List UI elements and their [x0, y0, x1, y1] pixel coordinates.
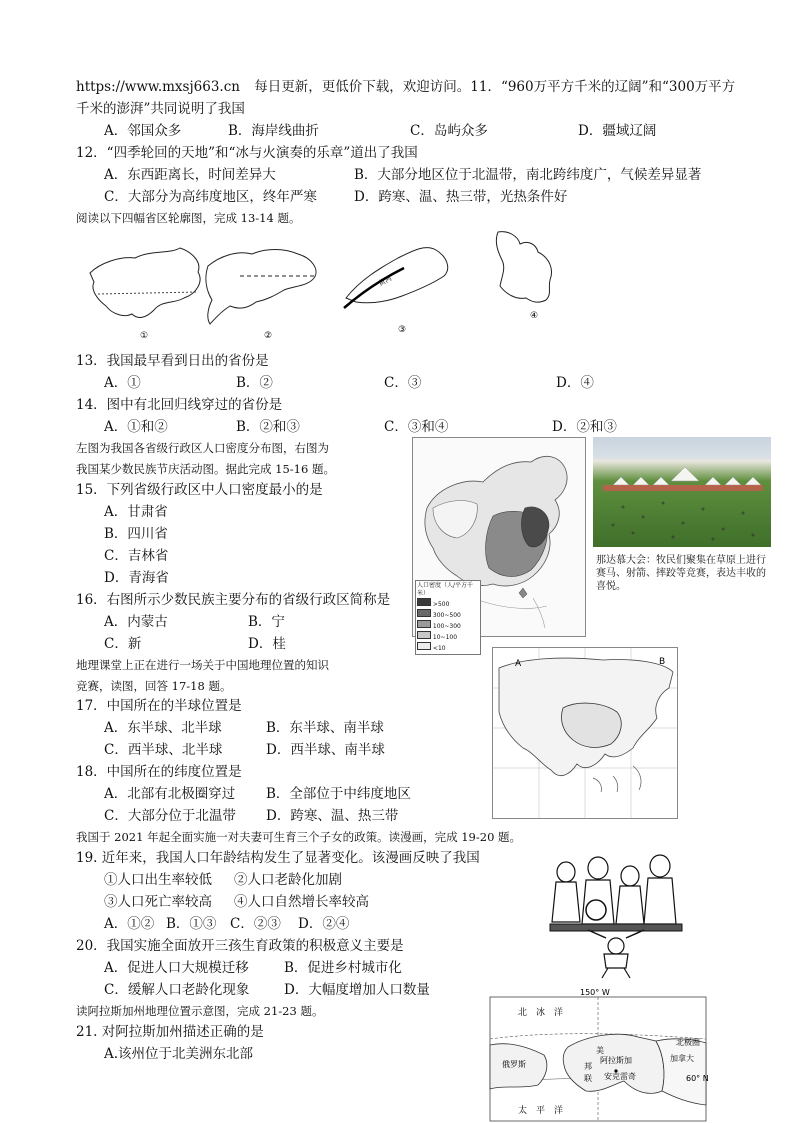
q19-option-c: C．②③ [230, 916, 281, 932]
legend-item-0 [417, 598, 479, 609]
usa-label: 美 [596, 1046, 604, 1055]
intro-17-18-line2: 竞赛，读图，回答 17-18 题。 [76, 679, 232, 693]
lian-label: 联 [584, 1074, 592, 1083]
q13-option-c: C．③ [384, 375, 422, 391]
pacific-ocean-label: 太 平 洋 [518, 1106, 564, 1116]
population-density-map [412, 437, 586, 652]
q19-item-1: ①人口出生率较低 [104, 872, 212, 888]
legend-swatch-3 [417, 631, 431, 639]
q18-option-c: C．大部分位于北温带 [104, 808, 236, 824]
q20-option-d: D．大幅度增加人口数量 [284, 982, 430, 998]
q15-option-a: A．甘肃省 [104, 504, 168, 520]
q11-stem-cont: 千米的澎湃”共同说明了我国 [76, 101, 245, 117]
outline-label-3: ③ [398, 325, 407, 335]
anchorage-label: 安克雷奇 [604, 1072, 636, 1081]
q16-option-b: B．宁 [248, 614, 285, 630]
q11-option-c: C．岛屿众多 [410, 123, 488, 139]
header-line [76, 78, 735, 96]
legend-label-3: 10~100 [432, 634, 458, 641]
province-outline-2 [206, 250, 316, 325]
intro-15-16-line2: 我国某少数民族节庆活动图。据此完成 15-16 题。 [76, 462, 335, 476]
q21-stem: 21. 对阿拉斯加州描述正确的是 [76, 1024, 264, 1040]
q21-option-a: A.该州位于北美洲东北部 [104, 1046, 254, 1062]
intro-15-16-line1: 左图为我国各省级行政区人口密度分布图，右图为 [76, 441, 329, 455]
q14-option-d: D．②和③ [552, 419, 617, 435]
q15-option-d: D．青海省 [104, 570, 169, 586]
legend-item-1 [417, 609, 479, 620]
q11-stem: 11．“960万平方千米的辽阔”和“300万平方 [470, 79, 736, 95]
q20-option-a: A．促进人口大规模迁移 [104, 960, 249, 976]
q17-option-d: D．西半球、南半球 [266, 742, 385, 758]
province-outline-4 [496, 232, 551, 303]
q17-stem: 17．中国所在的半球位置是 [76, 698, 242, 714]
header-slogan: 每日更新，更低价下载，欢迎访问。 [254, 79, 471, 95]
q15-option-b: B．四川省 [104, 526, 168, 542]
q12-stem: 12．“四季轮回的天地”和“冰与火演奏的乐章”道出了我国 [76, 145, 418, 161]
legend-item-2 [417, 620, 479, 631]
yellow-river-line [344, 268, 404, 308]
lat-60n-label: 60° N [686, 1074, 709, 1083]
q16-option-c: C．新 [104, 636, 142, 652]
q11-option-a: A．邻国众多 [104, 123, 182, 139]
intro-21-23: 读阿拉斯加州地理位置示意图，完成 21-23 题。 [76, 1004, 324, 1018]
province-outlines-figure [80, 228, 580, 344]
q20-option-c: C．缓解人口老龄化现象 [104, 982, 250, 998]
legend-title: 人口密度（人/平方千米） [417, 582, 474, 597]
legend-label-2: 100~300 [432, 623, 461, 630]
alaska-lon-label: 150° W [580, 988, 610, 997]
arctic-circle-label: 北极圈 [676, 1038, 700, 1047]
q19-item-3: ③人口死亡率较高 [104, 894, 212, 910]
q13-option-a: A．① [104, 375, 141, 391]
outline-label-1: ① [140, 331, 149, 341]
province-outline-1 [90, 248, 200, 317]
intro-13-14: 阅读以下四幅省区轮廓图，完成 13-14 题。 [76, 211, 301, 225]
outline-label-4: ④ [530, 311, 539, 321]
bang-label: 邦 [584, 1062, 592, 1071]
q18-option-b: B．全部位于中纬度地区 [266, 786, 411, 802]
q12-option-c: C．大部分为高纬度地区，终年严寒 [104, 189, 317, 205]
q20-stem: 20．我国实施全面放开三孩生育政策的积极意义主要是 [76, 938, 404, 954]
legend-label-1: 300~500 [432, 612, 461, 619]
q18-option-a: A．北部有北极圈穿过 [104, 786, 236, 802]
arctic-ocean-label: 北 冰 洋 [518, 1008, 564, 1018]
legend-item-4 [417, 642, 479, 653]
asia-map-label-b: B [659, 657, 666, 667]
alaska-label: 阿拉斯加 [600, 1056, 632, 1065]
asia-map-label-a: A [515, 659, 522, 669]
intro-17-18-line1: 地理课堂上正在进行一场关于中国地理位置的知识 [76, 658, 329, 672]
q19-item-2: ②人口老龄化加剧 [234, 872, 342, 888]
legend-swatch-2 [417, 620, 431, 628]
q18-stem: 18．中国所在的纬度位置是 [76, 764, 242, 780]
q16-option-a: A．内蒙古 [104, 614, 168, 630]
asia-location-map [492, 647, 678, 819]
q14-option-b: B．②和③ [236, 419, 300, 435]
q15-stem: 15．下列省级行政区中人口密度最小的是 [76, 482, 323, 498]
legend-label-0: >500 [432, 601, 450, 608]
q12-option-b: B．大部分地区位于北温带，南北跨纬度广，气候差异显著 [354, 167, 702, 183]
q16-option-d: D．桂 [248, 636, 286, 652]
intro-19-20: 我国于 2021 年起全面实施一对夫妻可生育三个子女的政策。读漫画，完成 19-20 题。 [76, 830, 522, 844]
q16-stem: 16．右图所示少数民族主要分布的省级行政区简称是 [76, 592, 391, 608]
legend-swatch-1 [417, 609, 431, 617]
q13-stem: 13．我国最早看到日出的省份是 [76, 353, 269, 369]
q17-option-c: C．西半球、北半球 [104, 742, 223, 758]
legend-item-3 [417, 631, 479, 642]
naadam-caption: 那达慕大会：牧民们聚集在草原上进行赛马、射箭、摔跤等竞赛，表达丰收的喜悦。 [596, 555, 766, 592]
q19-option-d: D．②④ [298, 916, 350, 932]
outline-label-2: ② [264, 331, 273, 341]
q18-option-d: D．跨寒、温、热三带 [266, 808, 399, 824]
q13-option-d: D．④ [556, 375, 594, 391]
q15-option-c: C．吉林省 [104, 548, 169, 564]
q19-stem: 19. 近年来，我国人口年龄结构发生了显著变化。该漫画反映了我国 [76, 850, 480, 866]
legend-swatch-0 [417, 598, 431, 606]
q12-option-a: A．东西距离长，时间差异大 [104, 167, 276, 183]
legend-swatch-4 [417, 642, 431, 650]
q19-option-a: A．①② [104, 916, 155, 932]
naadam-photo [593, 437, 771, 547]
q17-option-a: A．东半球、北半球 [104, 720, 222, 736]
header-url[interactable]: https://www.mxsj663.cn [76, 79, 240, 95]
q12-option-d: D．跨寒、温、热三带，光热条件好 [354, 189, 568, 205]
q13-option-b: B．② [236, 375, 273, 391]
q14-option-a: A．①和② [104, 419, 168, 435]
q20-option-b: B．促进乡村城市化 [284, 960, 402, 976]
q14-option-c: C．③和④ [384, 419, 449, 435]
density-legend [415, 580, 481, 655]
alaska-location-map [488, 985, 710, 1123]
russia-label: 俄罗斯 [502, 1060, 526, 1069]
q19-option-b: B．①③ [166, 916, 217, 932]
q14-stem: 14．图中有北回归线穿过的省份是 [76, 397, 283, 413]
q19-item-4: ④人口自然增长率较高 [234, 894, 369, 910]
q11-option-b: B．海岸线曲折 [228, 123, 319, 139]
q17-option-b: B．东半球、南半球 [266, 720, 384, 736]
canada-label: 加拿大 [670, 1054, 694, 1063]
yellow-river-label: 黄河 [377, 274, 394, 288]
aging-cartoon [546, 846, 686, 980]
legend-label-4: <10 [432, 645, 446, 652]
q11-option-d: D．疆域辽阔 [578, 123, 657, 139]
